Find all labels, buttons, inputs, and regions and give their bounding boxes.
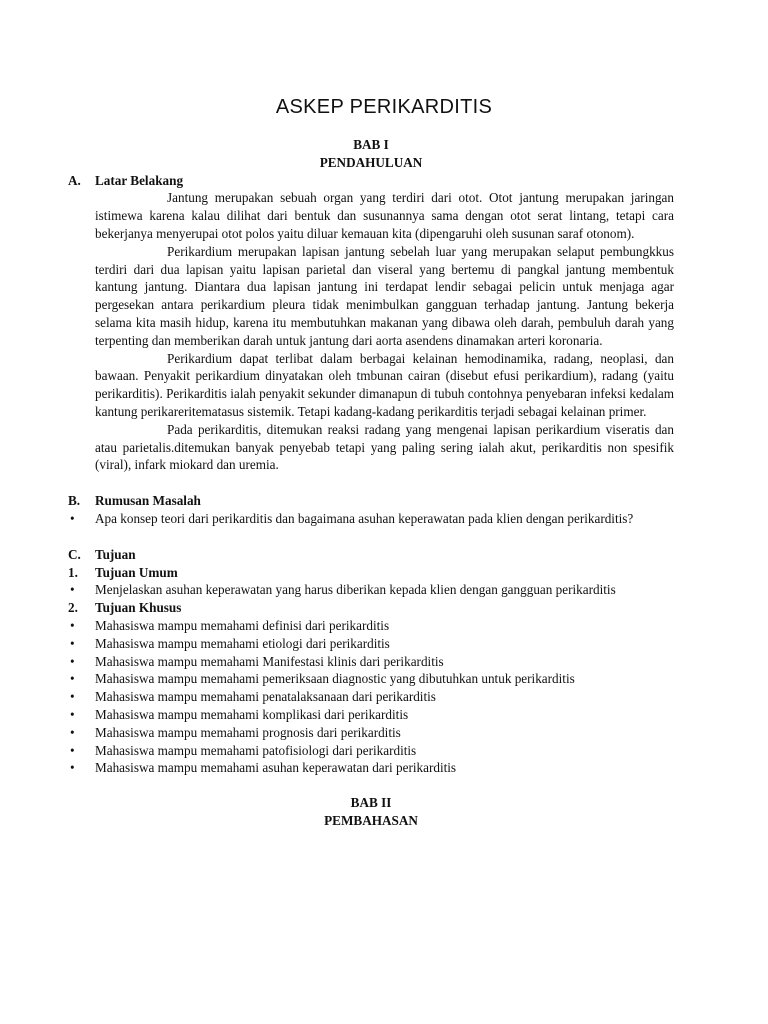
subsection-1-mark: 1. [68, 564, 78, 580]
subsection-2-title: Tujuan Khusus [95, 600, 182, 616]
list-item [68, 581, 674, 599]
section-b-mark: B. [68, 493, 81, 509]
list-item-text: Mahasiswa mampu memahami patofisiologi dari perikarditis [95, 742, 417, 758]
list-item-text: Mahasiswa mampu memahami prognosis dari perikarditis [95, 724, 401, 740]
list-item [68, 670, 674, 688]
bullet-icon: • [70, 617, 75, 633]
chapter-1-label: BAB I [353, 137, 389, 152]
list-item [68, 759, 674, 777]
section-c-heading [68, 546, 674, 564]
list-item-text: Apa konsep teori dari perikarditis dan bagaimana asuhan keperawatan pada klien dengan perikarditis? [95, 510, 634, 526]
list-item-text: Mahasiswa mampu memahami asuhan keperawatan dari perikarditis [95, 760, 457, 776]
section-a-paragraph-3: Perikardium dapat terlibat dalam berbagai kelainan hemodinamika, radang, neoplasi, dan bawaan. Penyakit perikardium dinyatakan oleh tmbunan cairan (disebut efusi perikardium), radang (yaitu perikarditis). Perikarditis ialah penyakit sekunder dimanapun di tubuh contohnya penyebaran infeksi kedalam kantung perikareritematasus sistemik. Tetapi kadang-kadang perikarditis terjadi sebagai kelainan primer. [95, 350, 674, 419]
section-a-paragraph-2: Perikardium merupakan lapisan jantung sebelah luar yang merupakan selaput pembungkkus terdiri dari dua lapisan yaitu lapisan parietal dan viseral yang bertemu di pangkal jantung membentuk kantung jantung. Diantara dua lapisan jantung ini terdapat lendir sebagai pelicin untuk menjaga agar pergesekan antara perikardium pleura tidak menimbulkan gangguan terhadap jantung. Jantung bekerja selama kita masih hidup, karena itu membutuhkan makanan yang dibawa oleh darah, pembuluh darah yang terpenting dan memberikan darah untuk jantung dari aorta asendens dinamakan arteri koronaria. [95, 243, 674, 348]
list-item [68, 688, 674, 706]
list-item [68, 617, 674, 635]
list-item [68, 724, 674, 742]
bullet-icon: • [70, 671, 75, 687]
bullet-icon: • [70, 510, 75, 526]
list-item-text: Mahasiswa mampu memahami komplikasi dari perikarditis [95, 706, 409, 722]
spacer [68, 777, 674, 794]
chapter-1-title: PENDAHULUAN [319, 154, 423, 170]
bullet-icon: • [70, 742, 75, 758]
list-item [68, 742, 674, 760]
bullet-icon: • [70, 724, 75, 740]
section-b-title: Rumusan Masalah [95, 493, 201, 509]
list-item-text: Mahasiswa mampu memahami Manifestasi klinis dari perikarditis [95, 653, 444, 669]
chapter-2-title: PEMBAHASAN [324, 812, 418, 828]
list-item [68, 635, 674, 653]
bullet-icon: • [70, 760, 75, 776]
document-title: ASKEP PERIKARDITIS [275, 96, 493, 118]
chapter-2-label: BAB II [350, 795, 392, 811]
list-item-text: Mahasiswa mampu memahami etiologi dari perikarditis [95, 635, 390, 651]
list-item [68, 653, 674, 671]
spacer [68, 474, 674, 492]
section-a-title: Latar Belakang [95, 172, 184, 188]
list-item-text: Menjelaskan asuhan keperawatan yang harus diberikan kepada klien dengan gangguan perikarditis [95, 582, 616, 598]
list-item-text: Mahasiswa mampu memahami penatalaksanaan dari perikarditis [95, 689, 436, 705]
section-c-title: Tujuan [95, 546, 136, 562]
document-body [68, 136, 674, 830]
section-a-heading [68, 172, 674, 190]
section-a-paragraph-1: Jantung merupakan sebuah organ yang terdiri dari otot. Otot jantung merupakan jaringan istimewa karena kalau dilihat dari bentuk dan susunannya sama dengan otot serat lintang, tetapi cara bekerjanya menyerupai otot polos yaitu diluar kemauan kita (dipengaruhi oleh susunan saraf otonom). [95, 190, 674, 241]
subsection-2-mark: 2. [68, 600, 78, 616]
subsection-2-heading [68, 599, 674, 617]
section-b-heading [68, 492, 674, 510]
bullet-icon: • [70, 689, 75, 705]
spacer [68, 528, 674, 546]
bullet-icon: • [70, 653, 75, 669]
list-item-text: Mahasiswa mampu memahami pemeriksaan diagnostic yang dibutuhkan untuk perikarditis [95, 671, 575, 687]
section-a-mark: A. [68, 172, 81, 188]
bullet-icon: • [70, 582, 75, 598]
bullet-icon: • [70, 706, 75, 722]
subsection-1-title: Tujuan Umum [95, 564, 178, 580]
section-a-paragraph-4: Pada perikarditis, ditemukan reaksi radang yang mengenai lapisan perikardium viseratis dan atau parietalis.ditemukan banyak penyebab tetapi yang paling sering ialah akut, perikarditis non spesifik (viral), infark miokard dan uremia. [95, 421, 674, 473]
list-item-text: Mahasiswa mampu memahami definisi dari perikarditis [95, 617, 390, 633]
bullet-icon: • [70, 635, 75, 651]
list-item [68, 706, 674, 724]
section-c-mark: C. [68, 546, 81, 562]
subsection-1-heading [68, 564, 674, 582]
list-item [68, 510, 674, 528]
